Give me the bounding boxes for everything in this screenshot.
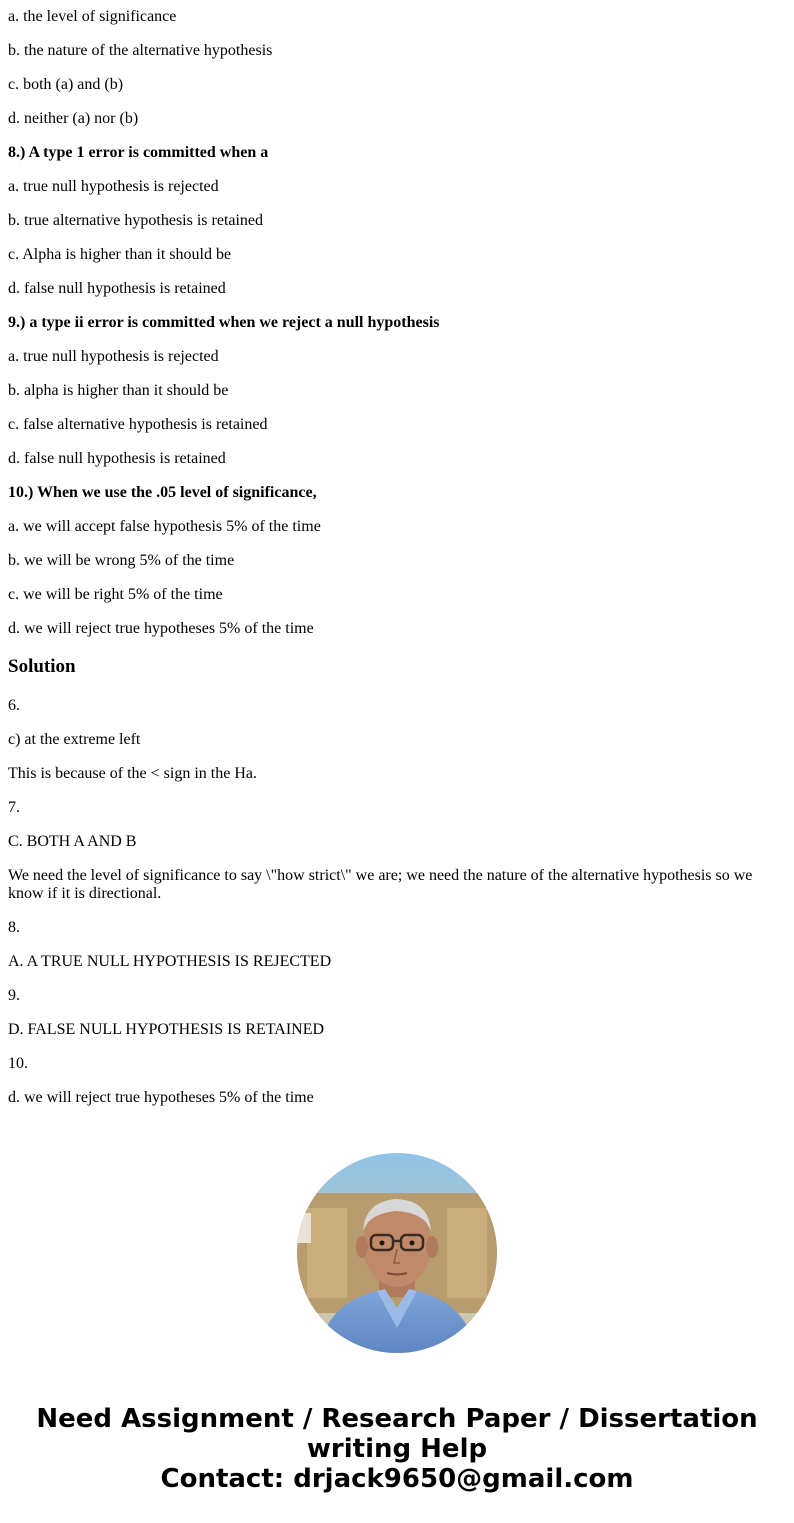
solution-line: D. FALSE NULL HYPOTHESIS IS RETAINED: [8, 1021, 325, 1038]
solution-line: c) at the extreme left: [8, 731, 141, 748]
q9-option-b: b. alpha is higher than it should be: [8, 382, 229, 399]
solution-line: d. we will reject true hypotheses 5% of the time: [8, 1089, 314, 1106]
promo-line-2: writing Help: [306, 1434, 488, 1464]
tutor-avatar-photo: [297, 1153, 497, 1353]
avatar-illustration: [297, 1153, 497, 1353]
solution-line: 10.: [8, 1055, 28, 1072]
q10-option-b: b. we will be wrong 5% of the time: [8, 552, 235, 569]
q7-option-d: d. neither (a) nor (b): [8, 110, 139, 127]
solution-line: A. A TRUE NULL HYPOTHESIS IS REJECTED: [8, 953, 332, 970]
q10-question: 10.) When we use the .05 level of significance,: [8, 484, 317, 501]
q7-option-a: a. the level of significance: [8, 8, 177, 25]
promo-line-1: Need Assignment / Research Paper / Dissertation: [36, 1404, 758, 1434]
q10-option-a: a. we will accept false hypothesis 5% of the time: [8, 518, 321, 535]
q9-option-c: c. false alternative hypothesis is retained: [8, 416, 268, 433]
q10-option-d: d. we will reject true hypotheses 5% of the time: [8, 620, 314, 637]
q8-option-b: b. true alternative hypothesis is retained: [8, 212, 264, 229]
q7-option-c: c. both (a) and (b): [8, 76, 124, 93]
q9-option-d: d. false null hypothesis is retained: [8, 450, 226, 467]
solution-line: 8.: [8, 919, 20, 936]
solution-line: This is because of the < sign in the Ha.: [8, 765, 257, 782]
q9-question: 9.) a type ii error is committed when we reject a null hypothesis: [8, 314, 440, 331]
q8-option-d: d. false null hypothesis is retained: [8, 280, 226, 297]
q10-option-c: c. we will be right 5% of the time: [8, 586, 223, 603]
q8-option-c: c. Alpha is higher than it should be: [8, 246, 232, 263]
solution-line: 7.: [8, 799, 20, 816]
solution-line: C. BOTH A AND B: [8, 833, 137, 850]
solution-line: 9.: [8, 987, 20, 1004]
solution-line: 6.: [8, 697, 20, 714]
solution-paragraph: We need the level of significance to say \"how strict\" we are; we need the nature of the alternative hypothesis so we know if it is directional.: [8, 867, 753, 902]
q7-option-b: b. the nature of the alternative hypothesis: [8, 42, 273, 59]
q8-question: 8.) A type 1 error is committed when a: [8, 144, 269, 161]
promo-banner: [0, 1404, 794, 1494]
q8-option-a: a. true null hypothesis is rejected: [8, 178, 219, 195]
q9-option-a: a. true null hypothesis is rejected: [8, 348, 219, 365]
promo-contact: Contact: drjack9650@gmail.com: [160, 1464, 634, 1494]
solution-heading: Solution: [8, 656, 76, 677]
